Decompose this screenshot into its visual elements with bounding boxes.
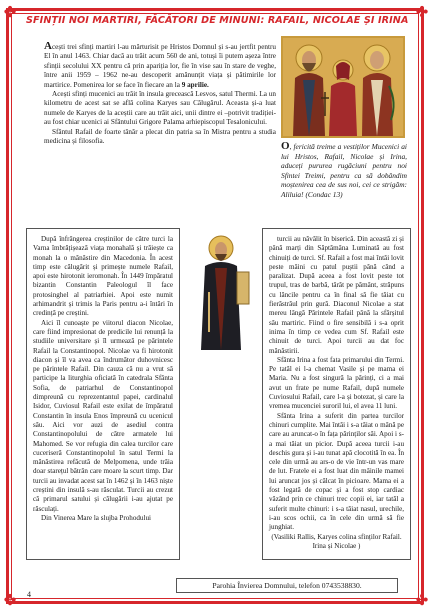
left-paragraph: Din Vinerea Mare la slujba Prohodului	[41, 513, 151, 522]
saints-icon-image	[281, 36, 405, 138]
intro-paragraph-2: Acești sfinți mucenici au trăit în insula grecească Lesvos, satul Thermi. La un kilometru de acest sat se află colina Karyes sau Călugărul. Aceasta și-a luat numele de Karyes de la aceștii care au trăit aici, unii dintre ei –potrivit tradiției- au fost chiar ucenici ai Sfântului Grigore Palama arhiepiscopul Tesalonicului.	[44, 90, 276, 127]
left-paragraph: Aici îl cunoaște pe viitorul diacon Nicolae, care fiind impresionat de predicile lui renunță la studiile universitare și îl urmează pe părintele Rafail la Constantinopol. Nicolae va fi hirotonit diacon și îl va avea ca îndrumător duhovnicesc pe părintele Rafail. Din cauza că nu a vrut să participe la liturghia oficiată în catedrala Sfânta Sofia, de patriarhul de Constantinopol dimpreună cu reprezentantul papei, cardinalul Isidor, Cuviosul Rafail este exilat de împăratul Constantin în insula Enos împreună cu ucenicul său. Aici vor auzi de asediul contra Constantinopolului de către armatele lui Mahomed. Se vor refugia din calea turcilor care cuceriseră Constantinopolul în satul Termi la mănăstirea refăcută de Melpomena, unde trăia doar starețul bătrân care moare la scurt timp. Dar turcii au invadat acest sat în 1462 și în 1463 niște creștini din insulă s-au răsculat. Turcii au crezut că primarul satului și călugării i-au ajutat pe răsculați.	[33, 318, 173, 513]
page-title: SFINȚII NOI MARTIRI, FĂCĂTORI DE MINUNI: RAFAIL, NICOLAE ȘI IRINA	[26, 15, 409, 26]
verse-source: (Condac 13)	[305, 189, 343, 199]
citation: (Vasiliki Rallis, Karyes colina sfinților Rafail. Irina și Nicolae )	[271, 532, 402, 550]
corner-ornament-icon: ✤	[415, 3, 429, 21]
corner-ornament-icon: ✤	[3, 591, 17, 609]
parish-footer: Parohia Învierea Domnului, telefon 0743538830.	[176, 578, 398, 593]
intro-text	[44, 42, 276, 146]
corner-ornament-icon: ✤	[415, 591, 429, 609]
right-column	[262, 228, 411, 560]
page-number: 4	[27, 590, 31, 599]
dropcap: A	[44, 40, 52, 52]
verse-dropcap: O	[281, 140, 290, 152]
corner-ornament-icon: ✤	[3, 3, 17, 21]
right-paragraph: Sfânta Irina a suferit din partea turcilor chinuri cumplite. Mai întâi i s-a tăiat o mână pe care au aruncat-o în fața părinților săi. Apoi i s-a mai tăiat un picior. După aceea turcii i-au deschis gura și i-au tunat apă clocotită în ea. În cele din urmă au ars-o de vie într-un vas mare de lut. Fratele ei a fost luat din mâinile mamei lui aruncat jos și călcat în picioare. Mama ei a fost legată de copac și a fost stop cardiac văzând prin ce chinuri trec copii ei, iar tatăl a suferit multe chinuri: i s-a tăiat nasul, urechile, i-au scos ochii, ca în cele din urmă să fie junghiat.	[269, 411, 404, 532]
saint-rafail-image	[183, 232, 259, 352]
left-paragraph: După înfrângerea creștinilor de către turci la Varna îmbrățișează viața monahală și trăiește ca monah la o mănăstire din Macedonia. În acest timp este călugărit și primește numele Rafail, apoi este hirotonit ieromonah. În 1449 împăratul bizantin Constantin Paleologul îl face protosinghel al patriarhiei. Apoi este numit arhimandrit și trimis la Paris pentru a-i întări în credință pe creștini.	[33, 235, 173, 318]
right-paragraph: Sfânta Irina a fost fata primarului din Termi. Pe tatăl ei l-a chemat Vasile și pe mama ei Maria. Nu a fost singură la părinți, ci a mai avut un frate pe nume Rafail, după numele Cuviosului Rafail, care l-a și botezat, și care la vremea mucenciei suroril lui, el avea 11 luni.	[269, 355, 404, 411]
intro-paragraph-3: Sfântul Rafail de foarte tânăr a plecat din patria sa în Mistra pentru a studia medicina și filosofia.	[44, 127, 276, 146]
condac-verse: O, fericită treime a vestiților Mucenici ai lui Hristos, Rafail, Nicolae și Irina, aduceți pururea rugăciuni pentru noi Sfintei Treimi, pentru ca să dobândim moștenirea cea de sus noi, cei ce strigăm: Aliluia! (Condac 13)	[281, 140, 407, 199]
left-column	[26, 228, 180, 560]
right-paragraph: turcii au năvălit în biserică. Din această zi și până marți din Săptămâna Luminată au fost chinuiți de turci. Sf. Rafail a fost mai întâi lovit peste mâini cu patul puștii până când a paralizat. După aceea a fost lovit peste tot trupul, tras de barbă, târât pe pământ, străpuns cu lăncile pentru ca în final să fie tăiat cu fierăstrăul prin gură. Diaconul Nicolae a stat mereu lângă Părintele Rafail până la sfârșitul său martiric. Fiind o fire sensibilă i s-a oprit inima în timp ce vedea cum Sf. Rafail este chinuit de turci. Apoi turcii au dat foc mănăstirii.	[269, 235, 404, 355]
intro-paragraph-1: Acești trei sfinți martiri l-au mărturisit pe Hristos Domnul și s-au jertfit pentru El în anul 1463. Chiar dacă au trăit acum 560 de ani, totuși îi putem așeza între sfinții secolului XX pentru că prin apariția lor, fie în vise sau în stare de veghe, între anii 1959 – 1962 ne-au descoperit amănunțit viața și pătimirile lor martirice. Pomenirea lor se face în fiecare an la 9 aprilie.	[44, 40, 276, 89]
